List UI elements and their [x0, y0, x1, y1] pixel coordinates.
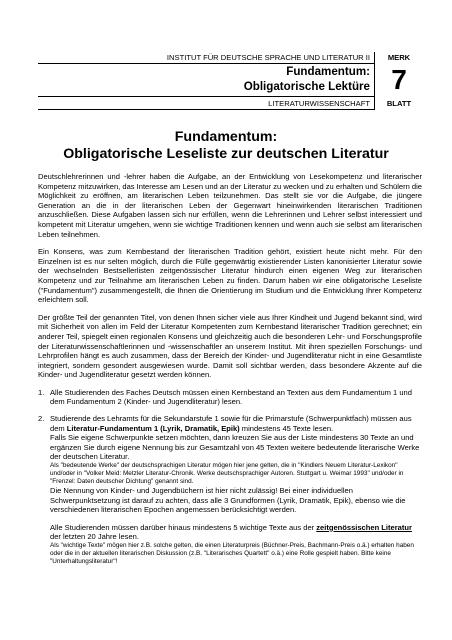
list-number: 2. — [38, 414, 45, 424]
list-item-note — [50, 523, 422, 542]
fine-print-note: Als "wichtige Texte" mögen hier z.B. solche gelten, die einen Literaturpreis (Büchner-Preis, Bachmann-Preis o.ä.) erhalten haben oder die in der aktuellen literarischen Diskussion (z.B. "Literarisches Quartett" o.ä.) eine Rolle gespielt haben. Bitte keine "Unterhaltungsliteratur"! — [50, 542, 414, 565]
list-item-2 — [38, 414, 422, 566]
page-title-line1: Fundamentum: — [174, 129, 278, 145]
header-title-block — [38, 52, 374, 110]
sheet-number: 7 — [391, 64, 407, 95]
merk-label: MERK — [387, 53, 411, 62]
header-divider — [38, 63, 374, 64]
header-subtitle: LITERATURWISSENSCHAFT — [268, 99, 370, 108]
bold-text: Literatur-Fundamentum 1 (Lyrik, Dramatik, Epik) — [66, 423, 240, 433]
bold-text: zeitgenössischen Literatur — [316, 522, 412, 532]
fine-print-note: Als "bedeutende Werke" der deutschsprachigen Literatur mögen hier jene gelten, die in "Kindlers Neuem Literatur-Lexikon" und/oder in "Volker Meid: Metzler Literatur-Chronik. Werke deutschsprachiger Autoren. Stuttgart u. Weimar 1993" und/oder in "Frenzel: Daten deutscher Dichtung" genannt sind. — [50, 462, 404, 486]
header-divider — [38, 96, 374, 97]
paragraph-titles: Der größte Teil der genannten Titel, von denen Ihnen sicher viele aus Ihrer Kindheit und Jugend bekannt sind, wird mit Sicherheit von allen im Feld der Literatur Kompetenten zum Kernbestand literarischer Tradition gerechnet; ein anderer Teil, spiegelt einen regionalen Konsens und gleichzeitig auch die besonderen Lehr- und Forschungsprofile der Literaturwissenschaftlerinnen und -wissenschaftler an unserem Institut. Mit ihren speziellen Forschungs- und Lehrprofilen hängt es auch zusammen, dass der Bereich der Kinder- und Jugendliteratur nicht in eine Gesamtliste integriert, sondern gesondert ausgewiesen wurde. Damit soll sichtbar werden, dass besondere Akzente auf die Kinder- und Jugendliteratur gesetzt werden können. — [38, 312, 422, 380]
page-title-line2: Obligatorische Leseliste zur deutschen Literatur — [63, 146, 389, 162]
paragraph-consensus: Ein Konsens, was zum Kernbestand der literarischen Tradition gehört, existiert heute nicht mehr. Für den Einzelnen ist es nur selten möglich, durch die Fülle gegenwärtig existierender Listen kanonisierter Literatur sowie der wechselnden Bestsellerlisten zeitgenössischer Literatur hindurch einen eigenen Weg zur literarischen Kompetenz und zur Teilnahme am literarischen Leben zu finden. Darum haben wir eine obligatorische Leseliste ("Fundamentum") zusammengestellt, die Ihnen die Orientierung im Studium und die Entwicklung Ihrer Kompetenz erleichtern soll. — [38, 247, 422, 305]
header-vertical-divider — [374, 52, 375, 110]
list-item-note: Falls Sie eigene Schwerpunkte setzen möchten, dann kreuzen Sie aus der Liste mindestens 30 Texte an und ergänzen Sie durch eigene Nennung bis zur Gesamtzahl von 45 Texten weitere bedeutende literarische Werke der deutschen Literatur. — [50, 433, 420, 462]
list-item-note: Die Nennung von Kinder- und Jugendbüchern ist hier nicht zulässig! Bei einer individuellen Schwerpunktsetzung ist darauf zu achten, dass alle 3 Grundformen (Lyrik, Dramatik, Epik), ebenso wie die verschiedenen literarischen Epochen angemessen berücksichtigt werden. — [50, 486, 406, 515]
list-item-text — [50, 414, 422, 433]
list-item-text: Alle Studierenden des Faches Deutsch müssen einen Kernbestand an Texten aus dem Fundamentum 1 und dem Fundamentum 2 (Kinder- und Jugendliteratur) lesen. — [50, 387, 412, 407]
institute-name: INSTITUT FÜR DEUTSCHE SPRACHE UND LITERATUR II — [166, 53, 370, 62]
header-title-line2: Obligatorische Lektüre — [243, 80, 370, 93]
text-run: der letzten 20 Jahre lesen. — [50, 532, 139, 542]
text-run: Alle Studierenden müssen darüber hinaus mindestens 5 wichtige Texte aus der — [50, 522, 317, 532]
text-run: mindestens 45 Texte lesen. — [239, 423, 334, 433]
list-item-1 — [38, 388, 422, 407]
blatt-label: BLATT — [386, 99, 412, 108]
document-body — [38, 172, 422, 573]
paragraph-intro: Deutschlehrerinnen und -lehrer haben die Aufgabe, an der Entwicklung von Lesekompetenz und literarischer Kompetenz mitzuwirken, das Interesse am Lesen und an der Literatur zu wecken und zu erhalten und Schülern die Möglichkeit zu eröffnen, am literarischen Leben teilzunehmen. Das stellt sie vor die Aufgabe, die jüngere Generation an die in der literarischen Leben der Gegenwart hineinwirkenden literarischen Traditionen anzuschließen. Diese Aufgaben lassen sich nur erfüllen, wenn die Lehrerinnen und Lehrer selbst interessiert und kompetent mit Literatur umgehen, wenn sie wichtige Traditionen kennen und wenn auch sie selbst am literarischen Leben teilnehmen. — [38, 172, 422, 239]
document-header — [38, 52, 422, 110]
sheet-number-block — [376, 52, 422, 110]
header-divider — [38, 109, 374, 110]
header-title-line1: Fundamentum: — [286, 65, 370, 78]
list-item-content — [50, 414, 422, 566]
text-run: Studierende des Lehramts für die Sekundarstufe 1 sowie für die Primarstufe (Schwerpunktfach) müssen aus dem — [50, 414, 412, 433]
list-number: 1. — [38, 387, 45, 397]
